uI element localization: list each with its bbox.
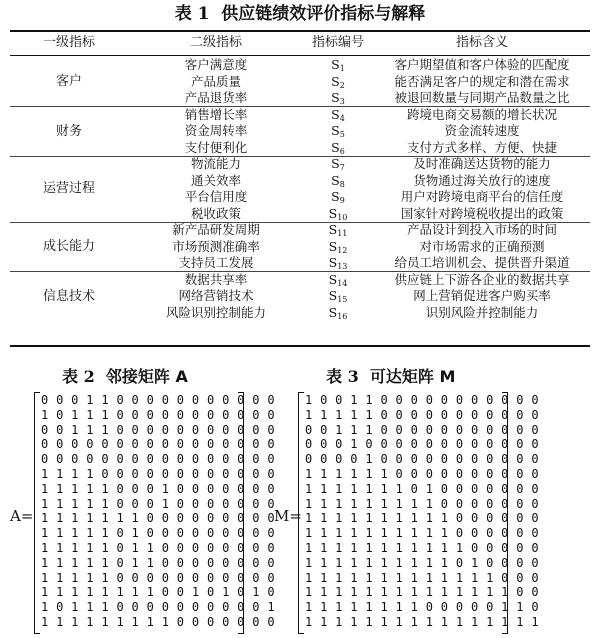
matrix-row: 0 0 0 0 0 0 0 0 0 0 0 0 0 0 0 0 xyxy=(41,437,275,452)
indicator-name: 支持员工发展 xyxy=(178,255,254,270)
matrix-row: 1 1 1 1 1 1 1 0 1 0 0 0 0 0 0 0 xyxy=(305,481,539,496)
matrix-m-label: M= xyxy=(274,507,302,525)
indicator-name: 数据共享率 xyxy=(184,271,248,287)
code-letter: S xyxy=(331,156,340,171)
matrix-row: 1 1 1 1 1 1 1 0 0 0 0 0 0 0 0 0 xyxy=(41,511,275,526)
matrix-row: 0 0 1 1 1 0 0 0 0 0 0 0 0 0 0 0 xyxy=(41,422,275,437)
matrix-row: 1 1 1 1 1 1 1 1 0 0 1 0 1 0 1 0 xyxy=(41,585,275,600)
matrix-a-label: A= xyxy=(10,507,34,525)
matrix-row: 1 1 1 1 1 0 1 1 0 0 0 0 0 0 0 0 xyxy=(41,555,275,570)
header-code: 指标编号 xyxy=(311,35,364,50)
indicator-name: 销售增长率 xyxy=(184,106,248,122)
matrix-row: 1 1 1 1 1 1 1 1 0 0 0 0 0 1 1 0 xyxy=(305,600,539,615)
code-letter: S xyxy=(328,222,338,237)
code-letter: S xyxy=(331,106,340,122)
group-label: 信息技术 xyxy=(42,288,95,304)
header-rule xyxy=(10,55,590,56)
indicator-code xyxy=(302,222,374,238)
code-letter: S xyxy=(328,205,338,221)
header-meaning: 指标含义 xyxy=(455,35,508,50)
matrix-row: 1 1 1 1 0 0 0 0 0 0 0 0 0 0 0 0 xyxy=(41,467,275,481)
indicator-code xyxy=(302,189,374,205)
code-number: 6 xyxy=(339,146,345,156)
matrix-row: 1 0 1 1 1 0 0 0 0 0 0 0 0 0 0 1 xyxy=(41,600,275,615)
indicator-meaning: 对市场需求的正确预测 xyxy=(419,238,545,254)
code-letter: S xyxy=(331,172,340,188)
indicator-code xyxy=(302,288,374,304)
code-number: 9 xyxy=(339,196,345,205)
indicator-meaning: 能否满足客户的规定和潜在需求 xyxy=(394,73,570,89)
matrix-row: 0 0 0 1 0 0 0 0 0 0 0 0 0 0 0 0 xyxy=(305,437,539,452)
indicator-name: 新产品研发周期 xyxy=(172,222,260,237)
indicator-code xyxy=(302,173,374,189)
matrix-row: 1 1 1 1 1 0 0 0 1 0 0 0 0 0 0 0 xyxy=(41,496,275,511)
code-letter: S xyxy=(328,255,338,270)
matrix-row: 1 0 1 1 1 0 0 0 0 0 0 0 0 0 0 0 xyxy=(41,407,275,422)
code-number: 7 xyxy=(339,163,345,172)
indicator-code xyxy=(302,90,374,106)
matrix-row: 0 0 1 1 1 0 0 0 0 0 0 0 0 0 0 0 xyxy=(305,422,539,437)
group-label: 运营过程 xyxy=(42,181,95,196)
indicator-meaning: 网上营销促进客户购买率 xyxy=(413,288,551,303)
indicator-name: 产品质量 xyxy=(190,73,241,89)
indicator-code xyxy=(302,156,374,172)
indicator-name: 市场预测准确率 xyxy=(172,238,260,254)
code-letter: S xyxy=(331,139,340,155)
indicator-meaning: 货物通过海关放行的速度 xyxy=(413,172,551,188)
matrix-row: 1 1 1 1 1 1 1 1 1 1 1 1 1 0 0 0 xyxy=(305,570,539,585)
indicator-meaning: 客户期望值和客户体验的匹配度 xyxy=(394,57,570,72)
code-number: 3 xyxy=(339,97,345,106)
indicator-code xyxy=(302,74,374,90)
matrix-row: 1 1 1 1 1 1 1 1 1 0 0 0 0 0 0 0 xyxy=(305,496,539,511)
code-number: 12 xyxy=(337,245,348,255)
matrix-row: 1 1 1 1 1 1 1 1 1 0 0 0 0 0 0 0 xyxy=(41,615,275,629)
indicator-name: 资金周转率 xyxy=(184,123,248,138)
table3-title: 表 3 可达矩阵 M xyxy=(326,367,456,386)
header-level1: 一级指标 xyxy=(42,35,95,50)
code-letter: S xyxy=(328,238,338,254)
code-number: 5 xyxy=(339,130,345,139)
indicator-meaning: 给员工培训机会、提供晋升渠道 xyxy=(394,255,570,270)
indicator-code xyxy=(302,239,374,255)
indicator-name: 物流能力 xyxy=(190,156,241,171)
matrix-row: 1 1 1 1 1 0 1 1 0 0 0 0 0 0 0 0 xyxy=(41,541,275,555)
left-bracket xyxy=(298,392,304,634)
indicator-meaning: 支付方式多样、方便、快捷 xyxy=(406,139,557,155)
matrix-row: 0 0 0 0 1 0 0 0 0 0 0 0 0 0 0 0 xyxy=(305,452,539,467)
code-number: 16 xyxy=(337,311,348,321)
code-number: 15 xyxy=(337,295,348,304)
code-number: 4 xyxy=(339,113,345,123)
matrix-row: 1 1 1 1 1 1 0 0 0 0 0 0 0 0 0 0 xyxy=(305,467,539,481)
code-number: 13 xyxy=(337,262,348,271)
indicator-meaning: 产品设计到投入市场的时间 xyxy=(406,222,557,237)
indicator-name: 客户满意度 xyxy=(184,57,248,72)
left-bracket xyxy=(34,392,40,634)
matrix-row: 1 1 1 1 1 1 1 1 1 1 0 1 0 0 0 0 xyxy=(305,555,539,570)
indicator-code xyxy=(302,206,374,222)
code-number: 11 xyxy=(337,229,348,238)
indicator-code xyxy=(302,123,374,139)
header-level2: 二级指标 xyxy=(189,35,242,50)
indicator-meaning: 被退回数量与同期产品数量之比 xyxy=(394,90,570,105)
indicator-meaning: 跨境电商交易额的增长状况 xyxy=(406,106,557,122)
indicator-code xyxy=(302,272,374,288)
indicator-name: 网络营销技术 xyxy=(178,288,254,303)
code-letter: S xyxy=(328,288,338,303)
indicator-meaning: 及时准确送达货物的能力 xyxy=(413,156,551,171)
indicator-name: 风险识别控制能力 xyxy=(165,304,266,320)
matrix-row: 1 1 1 1 1 0 1 0 0 0 0 0 0 0 0 0 xyxy=(41,526,275,541)
matrix-row: 0 0 0 0 0 0 0 0 0 0 0 0 0 0 0 0 xyxy=(41,452,275,467)
matrix-row: 1 1 1 1 1 1 1 1 1 1 1 0 0 0 0 0 xyxy=(305,541,539,555)
code-letter: S xyxy=(331,90,340,105)
indicator-code xyxy=(302,57,374,73)
indicator-meaning: 国家针对跨境税收提出的政策 xyxy=(400,205,564,221)
code-number: 1 xyxy=(339,64,345,73)
matrix-row: 1 1 1 1 1 0 0 0 0 0 0 0 0 0 0 0 xyxy=(41,570,275,585)
indicator-code xyxy=(302,107,374,123)
indicator-name: 平台信用度 xyxy=(184,189,248,204)
indicator-code xyxy=(302,255,374,271)
code-letter: S xyxy=(331,123,340,138)
code-letter: S xyxy=(328,271,338,287)
matrix-row: 1 1 1 1 1 0 0 0 1 0 0 0 0 0 0 0 xyxy=(41,481,275,496)
indicator-name: 支付便利化 xyxy=(184,139,248,155)
code-letter: S xyxy=(328,304,338,320)
group-label: 成长能力 xyxy=(42,239,95,254)
code-number: 2 xyxy=(339,80,345,90)
indicator-meaning: 识别风险并控制能力 xyxy=(425,304,539,320)
table1-title: 表 1 供应链绩效评价指标与解释 xyxy=(174,4,426,24)
code-letter: S xyxy=(331,189,340,204)
indicator-meaning: 供应链上下游各企业的数据共享 xyxy=(394,271,570,287)
indicator-meaning: 用户对跨境电商平台的信任度 xyxy=(400,189,564,204)
adjacency-matrix-a xyxy=(34,392,275,632)
indicator-code xyxy=(302,140,374,156)
indicator-name: 产品退货率 xyxy=(184,90,248,105)
matrix-row: 1 1 1 1 1 0 0 0 0 0 0 0 0 0 0 0 xyxy=(305,407,539,422)
matrix-row: 1 1 1 1 1 1 1 1 1 1 1 1 1 1 0 0 xyxy=(305,585,539,600)
matrix-row: 1 1 1 1 1 1 1 1 1 1 1 1 1 1 1 1 xyxy=(305,615,539,629)
matrix-row: 1 0 0 1 1 0 0 0 0 0 0 0 0 0 0 0 xyxy=(305,393,539,407)
code-number: 10 xyxy=(337,212,348,222)
matrix-row: 1 1 1 1 1 1 1 1 1 1 0 0 0 0 0 0 xyxy=(305,511,539,526)
indicator-code xyxy=(302,305,374,321)
indicator-name: 税收政策 xyxy=(190,205,241,221)
reachability-matrix-m xyxy=(298,392,539,632)
table2-title: 表 2 邻接矩阵 A xyxy=(62,367,188,386)
code-number: 14 xyxy=(337,278,348,288)
group-label: 客户 xyxy=(55,74,82,89)
indicator-meaning: 资金流转速度 xyxy=(444,123,520,138)
code-letter: S xyxy=(331,73,340,89)
code-number: 8 xyxy=(339,179,345,189)
matrix-row: 1 1 1 1 1 1 1 1 1 1 0 0 0 0 0 0 xyxy=(305,526,539,541)
code-letter: S xyxy=(331,57,340,72)
table-bottom-rule xyxy=(10,345,590,347)
matrix-row: 0 0 0 1 1 0 0 0 0 0 0 0 0 0 0 0 xyxy=(41,393,275,407)
indicator-name: 通关效率 xyxy=(190,172,241,188)
group-label: 财务 xyxy=(55,123,82,139)
